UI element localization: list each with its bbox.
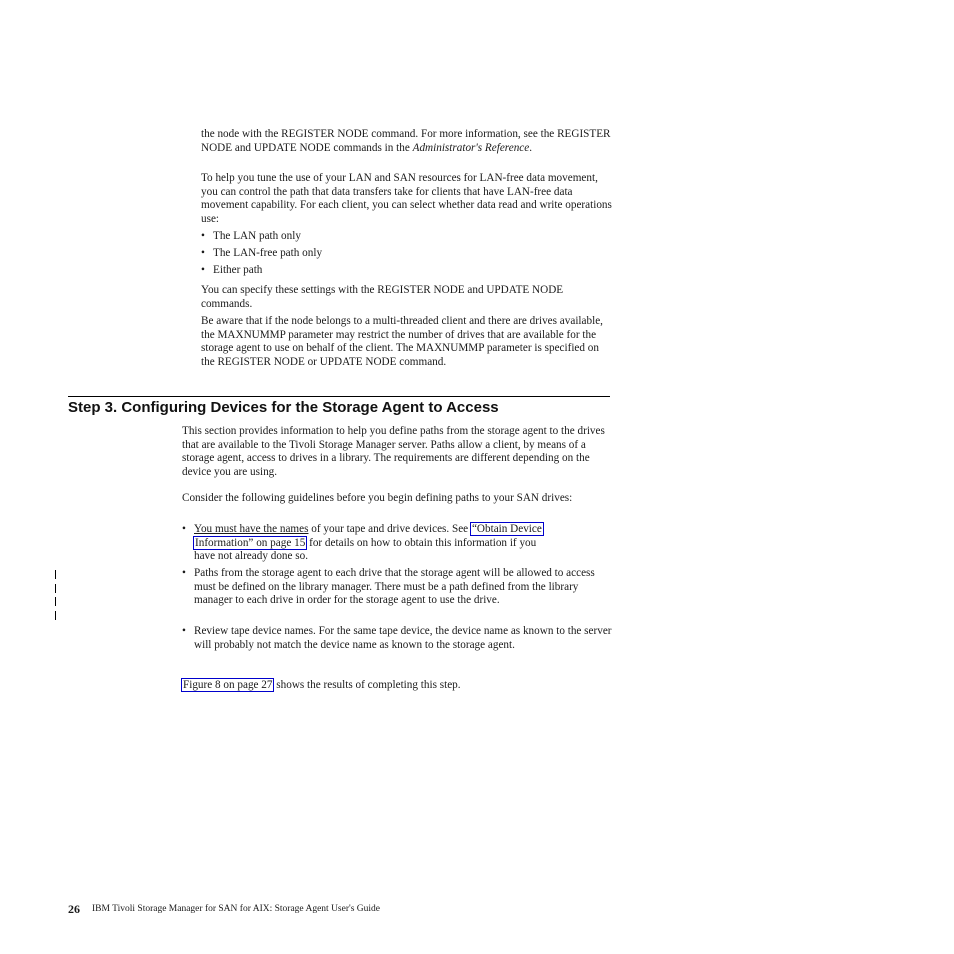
guideline-text: Paths from the storage agent to each drive that the storage agent will be allowed to access must be defined on the library manager. There must be a path defined from the library manager to each drive in order for the storage agent to use the drive.: [194, 567, 595, 607]
bullet-icon: •: [201, 230, 205, 242]
figure-reference-text: shows the results of completing this step.: [273, 679, 461, 691]
guideline-text: [194, 523, 612, 564]
list-item-text: Either path: [213, 264, 263, 276]
list-item-text: The LAN path only: [213, 230, 301, 242]
heading-rule: [68, 396, 610, 397]
obtain-device-information-link[interactable]: “Obtain Device: [471, 523, 542, 535]
bullet-icon: •: [182, 523, 186, 535]
guideline-text-last: have not already done so.: [194, 550, 309, 563]
intro-paragraph-1: [201, 128, 613, 155]
intro-paragraph-4: Be aware that if the node belongs to a multi-threaded client and there are drives available, the MAXNUMMP parameter may restrict the number of drives that are available for the storage agent to use on behalf of the client. The MAXNUMMP parameter is specified on the REGISTER NODE or UPDATE NODE command.: [201, 315, 603, 369]
footer-title: IBM Tivoli Storage Manager for SAN for AIX: Storage Agent User's Guide: [92, 904, 381, 914]
underlined-text: You must have the names: [194, 523, 309, 535]
change-bar: [55, 584, 56, 593]
change-bar: [55, 597, 56, 606]
section-paragraph-2: Consider the following guidelines before you begin defining paths to your SAN drives:: [182, 492, 573, 504]
obtain-device-information-link-cont[interactable]: Information” on page 15: [195, 536, 306, 549]
change-bar: [55, 611, 56, 620]
change-bar: [55, 570, 56, 579]
page-number: 26: [68, 902, 80, 916]
list-item-text: The LAN-free path only: [213, 247, 323, 259]
intro-p1-text: the node with the REGISTER NODE command. For more information, see the REGISTER NODE and UPDATE NODE commands in the: [201, 128, 611, 154]
section-paragraph-1: This section provides information to help you define paths from the storage agent to the drives that are available to the Tivoli Storage Manager server. Paths allow a client, by means of a storage agent, access to drives in a library. The requirements are different depending on the device you are using.: [182, 425, 605, 479]
administrators-reference-title: Administrator's Reference: [412, 141, 530, 154]
guideline-text: Review tape device names. For the same tape device, the device name as known to the server will probably not match the device name as known to the storage agent.: [194, 625, 612, 651]
intro-p1-end: .: [529, 141, 533, 154]
figure-8-link[interactable]: Figure 8 on page 27: [183, 679, 273, 691]
section-heading: Step 3. Configuring Devices for the Storage Agent to Access: [68, 399, 499, 416]
bullet-icon: •: [201, 264, 205, 276]
figure-reference: [182, 679, 612, 693]
guideline-text-post: for details on how to obtain this information if you: [306, 536, 537, 549]
bullet-icon: •: [182, 625, 186, 637]
bullet-icon: •: [201, 247, 205, 259]
intro-paragraph-2: To help you tune the use of your LAN and SAN resources for LAN-free data movement, you can control the path that data transfers take for clients that have LAN-free data movement capability. For each client, you can select whether data read and write operations use:: [201, 172, 612, 226]
guideline-text-mid: of your tape and drive devices. See: [308, 523, 471, 535]
bullet-icon: •: [182, 567, 186, 579]
intro-paragraph-3: You can specify these settings with the REGISTER NODE and UPDATE NODE commands.: [201, 284, 564, 310]
